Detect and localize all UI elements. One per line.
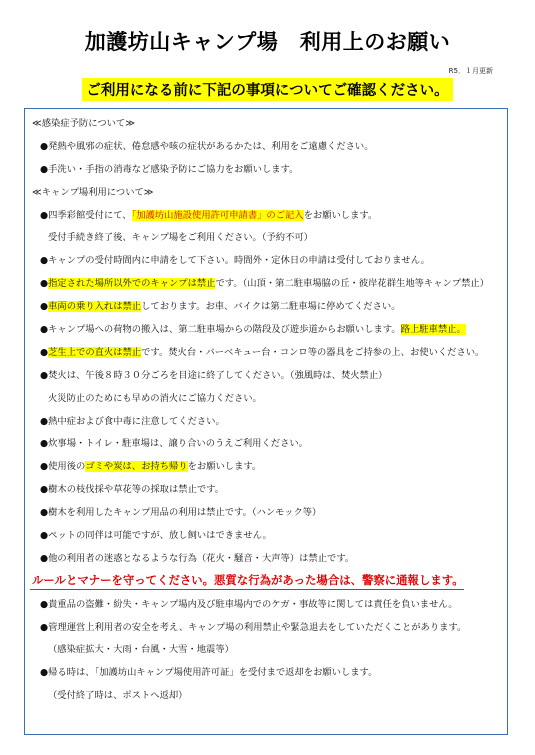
rule-line [30, 502, 508, 525]
rule-line [30, 456, 508, 479]
rule-text: ≪キャンプ場利用について≫ [32, 186, 154, 198]
rule-line [30, 136, 508, 159]
rule-line [30, 639, 508, 662]
rule-text: をお願いします。 [303, 209, 378, 221]
update-note: R5．１月更新 [448, 67, 493, 75]
rule-text: です。（山頂・第二駐車場脇の丘・彼岸花群生地等キャンプ禁止） [215, 278, 489, 290]
rule-text: ●樹木の枝伐採や草花等の採取は禁止です。 [40, 484, 225, 496]
rule-line [30, 159, 508, 182]
rule-text: ●焚火は、午後８時３０分ごろを目途に終了してください。（強風時は、焚火禁止） [40, 369, 388, 381]
rule-line [30, 433, 508, 456]
rule-line [30, 548, 508, 571]
rule-text: ●使用後の [40, 461, 86, 473]
highlighted-text: 芝生上での直火は禁止 [48, 346, 142, 358]
rule-text: ●他の利用者の迷惑となるような行為（花火・騒音・大声等）は禁止です。 [40, 552, 355, 564]
rule-text: しております。お車、バイクは第二駐車場に停めてください。 [141, 301, 401, 313]
rule-text: ●発熱や風邪の症状、倦怠感や咳の症状があるかたは、利用をご遠慮ください。 [40, 140, 374, 152]
rule-text: ● [40, 346, 49, 358]
rule-text: です。焚火台・バーベキュー台・コンロ等の器具をご持参の上、お使いください。 [141, 346, 485, 358]
highlighted-text: 車両の乗り入れは禁止 [48, 301, 142, 313]
rules-list [30, 113, 508, 708]
rule-text: ●樹木を利用したキャンプ用品の利用は禁止です。（ハンモック等） [40, 507, 322, 519]
rule-text: ルールとマナーを守ってください。悪質な行為があった場合は、警察に通報します。 [32, 572, 464, 587]
rule-line [30, 205, 508, 228]
rule-line [30, 250, 508, 273]
warning-text [30, 572, 464, 590]
rule-text: （受付終了時は、ポストへ返却） [48, 690, 188, 702]
highlighted-text: 「加護坊山施設使用許可申請書」のご記入 [131, 209, 304, 221]
rule-line [30, 411, 508, 434]
rule-text: ≪感染症予防について≫ [32, 118, 135, 129]
rule-line [30, 319, 508, 342]
rule-text: 受付手続き終了後、キャンプ場をご利用ください。（予約不可） [48, 232, 313, 244]
rule-line [30, 685, 508, 708]
rule-text: ●手洗い・手指の消毒など感染予防にご協力をお願いします。 [40, 163, 299, 175]
rule-line [30, 617, 508, 640]
rule-line [30, 365, 508, 388]
highlighted-text: 指定された場所以外でのキャンプは禁止 [48, 278, 216, 290]
rule-line [30, 388, 508, 411]
page-title: 加護坊山キャンプ場 利用上のお願い [84, 30, 451, 54]
rule-text: ● [40, 301, 49, 313]
rule-text: をお願いします。 [187, 461, 262, 473]
rule-line [30, 525, 508, 548]
warning-line [30, 571, 508, 594]
rule-line [30, 296, 508, 319]
rule-text: ●炊事場・トイレ・駐車場は、譲り合いのうえご利用ください。 [40, 438, 308, 450]
rule-text: ●ペットの同伴は可能ですが、放し飼いはできません。 [40, 530, 272, 542]
rule-text: 火災防止のためにも早めの消火にご協力ください。 [48, 392, 262, 404]
rule-line [30, 227, 508, 250]
rule-line [30, 662, 508, 685]
rule-line [30, 273, 508, 296]
rule-text: ●帰る時は、「加護坊山キャンプ場使用許可証」を受付まで返却をお願いします。 [40, 667, 378, 679]
rule-line [30, 594, 508, 617]
subtitle: ご利用になる前に下記の事項についてご確認ください。 [82, 78, 452, 101]
rule-text: ●キャンプ場への荷物の搬入は、第二駐車場からの階段及び遊歩道からお願いします。 [40, 324, 401, 336]
rule-text: ●貴重品の盗難・紛失・キャンプ場内及び駐車場内でのケガ・事故等に関しては責任を負いません。 [40, 598, 458, 610]
rule-line [30, 479, 508, 502]
rule-text: （感染症拡大・大雨・台風・大雪・地震等） [48, 644, 234, 656]
rule-text: ●熱中症および食中毒に注意してください。 [40, 415, 225, 427]
highlighted-text: 路上駐車禁止。 [400, 324, 466, 336]
rule-text: ●四季彩館受付にて、 [40, 209, 132, 221]
section-heading [30, 113, 508, 136]
rule-text: ● [40, 278, 49, 290]
section-heading [30, 182, 508, 205]
subtitle-wrap [0, 78, 535, 101]
rule-text: ●キャンプの受付時間内に申請をして下さい。時間外・定休日の申請は受付しておりません。 [40, 255, 430, 267]
highlighted-text: ゴミや炭は、お持ち帰り [85, 461, 188, 473]
rule-line [30, 342, 508, 365]
rule-text: ●管理運営上利用者の安全を考え、キャンプ場の利用禁止や緊急退去をしていただくことがあります。 [40, 621, 467, 633]
